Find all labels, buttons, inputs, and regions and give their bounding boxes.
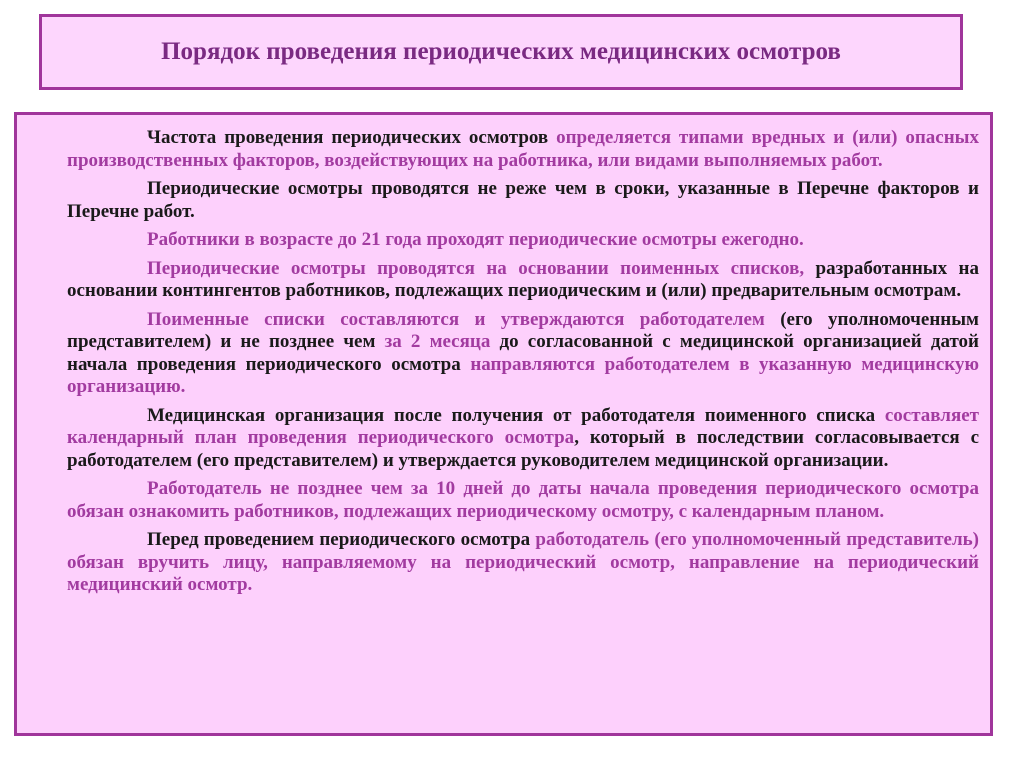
text-segment: Медицинская организация после получения от работодателя поименного списка xyxy=(147,404,885,426)
paragraph xyxy=(67,178,979,223)
highlighted-text: определяется типами вредных и (или) опасных производственных факторов, воздействующих на работника, или видами выполняемых работ. xyxy=(67,127,979,171)
paragraph xyxy=(67,478,979,523)
text-segment: (его уполномоченным представителем) и не позднее чем xyxy=(67,308,979,352)
paragraph-list xyxy=(67,127,979,597)
highlighted-text: работодатель (его уполномоченный представитель) обязан вручить лицу, направляемому на периодический осмотр, направление на периодический медицинский осмотр. xyxy=(67,529,980,595)
paragraph xyxy=(67,309,979,399)
paragraph xyxy=(67,405,979,473)
paragraph xyxy=(67,258,979,303)
title-panel xyxy=(39,14,963,90)
highlighted-text: Периодические осмотры проводятся на основании поименных списков, xyxy=(147,257,816,279)
text-segment: , который в последствии согласовывается с работодателем (его представителем) и утверждается руководителем медицинской организации. xyxy=(67,427,980,471)
paragraph xyxy=(67,529,979,597)
text-segment: Перед проведением периодического осмотра xyxy=(147,529,536,550)
highlighted-text: направляются работодателем в указанную медицинскую организацию. xyxy=(67,353,979,397)
content-panel xyxy=(14,112,993,736)
highlighted-text: Работодатель не позднее чем за 10 дней до даты начала проведения периодического осмотра обязан ознакомить работников, подлежащих периодическому осмотру, с календарным планом. xyxy=(67,478,979,522)
highlighted-text: за 2 месяца xyxy=(384,331,491,352)
text-segment: Периодические осмотры проводятся не реже чем в сроки, указанные в Перечне факторов и Перечне работ. xyxy=(67,178,979,222)
paragraph xyxy=(67,229,979,252)
paragraph xyxy=(67,127,979,172)
text-segment: Частота проведения периодических осмотров xyxy=(147,127,557,148)
slide-title: Порядок проведения периодических медицинских осмотров xyxy=(161,38,841,65)
highlighted-text: Поименные списки составляются и утверждаются работодателем xyxy=(147,308,765,330)
text-segment: до согласованной с медицинской организацией датой начала проведения периодического осмотра xyxy=(67,331,979,375)
highlighted-text: составляет календарный план проведения периодического осмотра xyxy=(67,404,979,448)
highlighted-text: Работники в возрасте до 21 года проходят периодические осмотры ежегодно. xyxy=(147,229,804,250)
text-segment: разработанных на основании контингентов работников, подлежащих периодическим и (или) предварительным осмотрам. xyxy=(67,257,979,301)
